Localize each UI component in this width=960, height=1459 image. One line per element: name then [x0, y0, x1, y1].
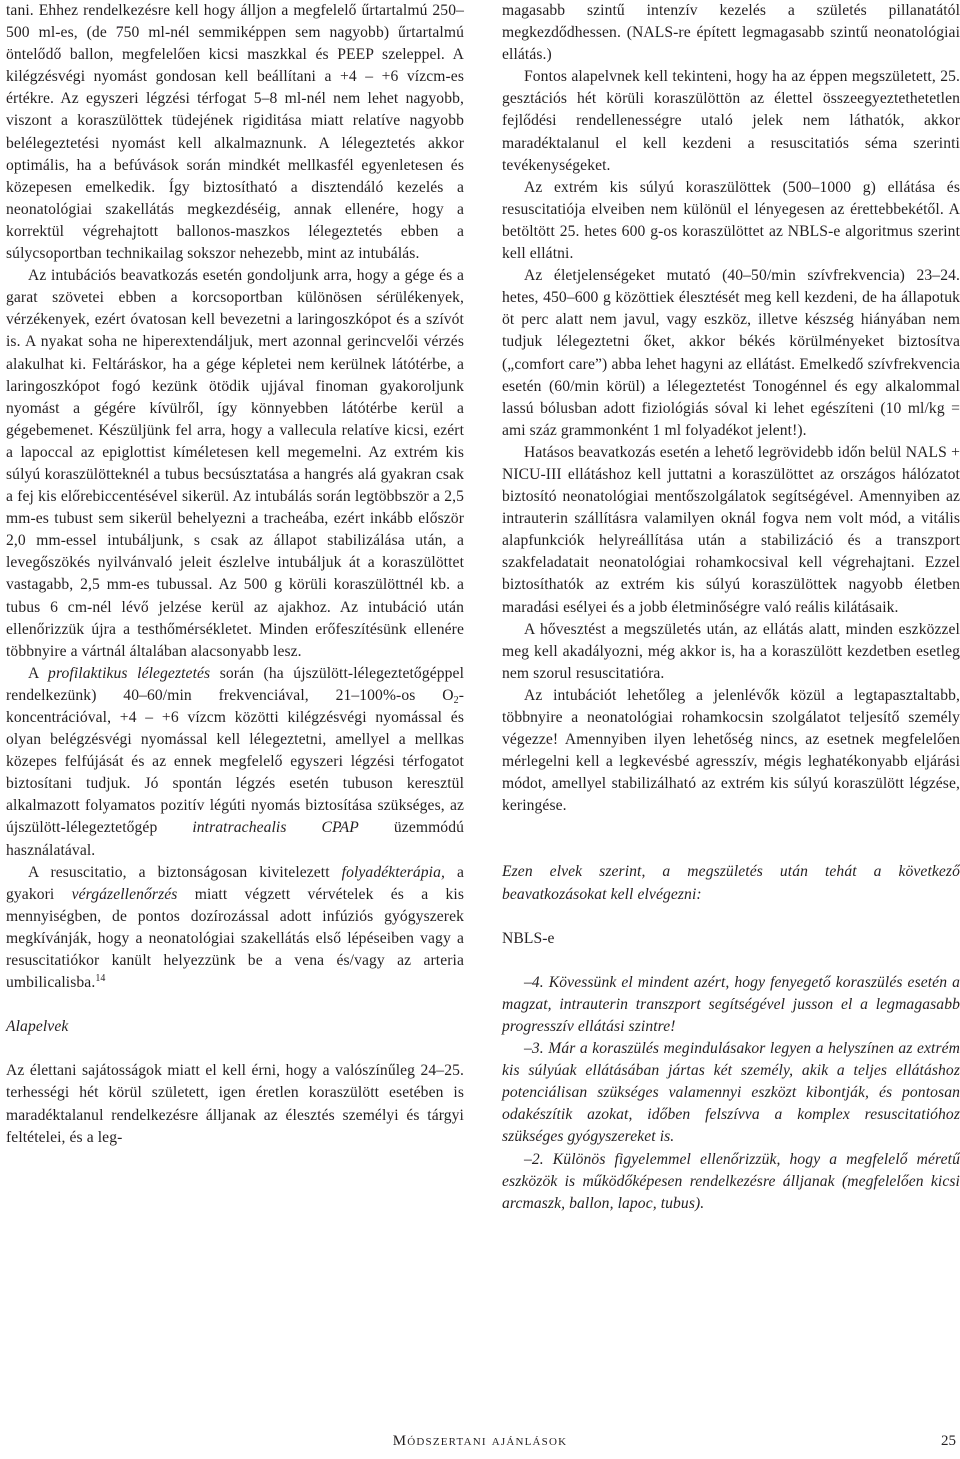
paragraph: Hatásos beavatkozás esetén a lehető legrövidebb időn belül NALS + NICU-III ellátáshoz kell juttatni a koraszülöttet az országos hálózatot biztosító neonatológiai mentőszolgálatok segítségével. Amennyiben az intrauterin szállításra valamilyen oknál fogva nem volt mód, a vitális alapfunkciók helyreállítása után a stabilizáció és a transzport szakfeladatait neonatológiai rohamkocsival kell végrehajtani. Ezzel biztosíthatók az extrém kis súlyú koraszülöttek nagyobb életben maradási esélyei és a jobb életminőségre való reális kilátásaik.: [502, 443, 960, 616]
paragraph: Az extrém kis súlyú koraszülöttek (500–1000 g) ellátása és resuscitatiója elveiben nem különül el lényegesen az érettebbekétől. A betöltött 25. hetes 600 g-os koraszülöttet az NBLS-e algoritmus szerint kell ellátni.: [502, 178, 960, 263]
paragraph: Az intubációt lehetőleg a jelenlévők közül a legtapasztaltabb, többnyire a neonatológiai rohamkocsin szolgálatot teljesítő személy végezze! Amennyiben ilyen lehetőség nincs, az esetnek megfelelően mérlegelni kell a legkevésbé agresszív, mégis leghatékonyabb eljárási módot, amellyel stabilizálható az extrém kis súlyú koraszülött légzése, keringése.: [502, 686, 960, 815]
paragraph: Fontos alapelvnek kell tekinteni, hogy ha az éppen megszületett, 25. gesztációs hét körüli koraszülöttön az élettel összeegyeztethetetlen fejlődési rendellenességre utaló jelek nem láthatók, akkor maradéktalanul el kell kezdeni a resuscitatiós séma szerinti tevékenységeket.: [502, 68, 960, 174]
subheading-nbls: NBLS-e: [502, 929, 555, 947]
citation-reference: 14: [95, 973, 106, 985]
paragraph: A resuscitatio, a biztonságosan kivitelezett folyadékterápia, a gyakori vérgázellenőrzés miatt végzett vérvételek és a kis mennyiségben, de pontos dozírozással adott infúziós gyógyszerek megkívánják, hogy a neonatológiai szakellátás első lépéseiben vagy a resuscitatiókor kanült helyezzünk be a vena és/vagy az arteria umbilicalisba.$^{14}$: [6, 863, 464, 992]
section-heading: Alapelvek: [6, 1018, 69, 1036]
paragraph: Az intubációs beavatkozás esetén gondoljunk arra, hogy a gége és a garat szövetei ebben a korcsoportban különösen sérülékenyek, vérzékenyek, ezért óvatosan kell bevezetni a laringoszkópot és a szívót is. A nyakat soha ne hiperextendáljuk, mert azonnal gerincvelői vérzés alakulhat ki. Feltáráskor, ha a gége képletei nem kerülnek látótérbe, a laringoszkópot fogó kezünk ötödik ujjával finoman gyakoroljunk nyomást a gégére kívülről, így könnyebben látótérbe kerül a gégebemenet. Készüljünk fel arra, hogy a vallecula relatíve kicsi, ezért a lapoccal az epiglottist kíméletesen kell megemelni. Az extrém kis súlyú koraszülötteknél a tubus becsúsztatása a hangrés alá gyakran csak a fej kis előrebiccentésével sikerül. Az intubálás során legtöbbször a 2,5 mm-es tubust sem sikerül behelyezni a tracheába, ezért inkább először 2,0 mm-essel intubáljunk, s csak az állapot stabilizálása után, a levegőszökés nyilvánvaló jeleit észlelve intubáljuk át a koraszülöttet vastagabb, 2,5 mm-es tubussal. Az 500 g körüli koraszülöttnél kb. a tubus 6 cm-nél lévő jelzése kerül az ajakhoz. Az intubáció után ellenőrizzük újra a testhőmérsékletet. Minden erőfeszítésünk ellenére többnyire a vártnál általában alacsonyabb lesz.: [6, 267, 464, 660]
emphasis: folyadékterápia,: [341, 863, 446, 881]
paragraph: A hővesztést a megszületés után, az ellátás alatt, minden eszközzel meg kell akadályozni, még akkor is, ha a koraszülött kezdetben esetleg nem szorul resuscitatióra.: [502, 620, 960, 682]
emphasis: intratrachealis CPAP: [192, 819, 359, 837]
intro-text: Ezen elvek szerint, a megszületés után tehát a következő beavatkozásokat kell elvégezni:: [502, 863, 960, 903]
emphasis: vérgázellenőrzés: [71, 885, 178, 903]
paragraph: tani. Ehhez rendelkezésre kell hogy álljon a megfelelő űrtartalmú 250–500 ml-es, (de 750 ml-nél semmiképpen sem nagyobb) űrtartalmú öntelődő ballon, megfelelően kicsi maszkkal és PEEP szeleppel. A kilégzésvégi nyomást gondosan kell beállítani a +4 – +6 vízcm-es értékre. Az egyszeri légzési térfogat 5–8 ml-nél nem lehet nagyobb, viszont a koraszülöttek tüdejének rigiditása miatt relatíve nagyobb belélegeztetési nyomást kell alkalmaznunk. A lélegeztetés akkor optimális, ha a befúvások során mindkét mellkasfél egyenletesen és közepesen emelkedik. Így biztosítható a disztendáló kezelés a neonatológiai szakellátás megkezdéséig, annak ellenére, hogy a korrektül végrehajtott ballonos-maszkos lélegeztetés ebben a súlycsoportban technikailag sokszor nehezebb, mint az intubálás.: [6, 2, 464, 263]
paragraph: magasabb szintű intenzív kezelés a születés pillanatától megkezdődhessen. (NALS-re épített legmagasabb szintű neonatológiai ellátás.): [502, 2, 960, 64]
step-item: –4. Kövessünk el mindent azért, hogy fenyegető koraszülés esetén a magzat, intrauterin transzport segítségével jusson el a legmagasabb progresszív ellátási szintre!: [502, 973, 960, 1035]
paragraph: Az életjelenségeket mutató (40–50/min szívfrekvencia) 23–24. hetes, 450–600 g közöttiek élesztését meg kell kezdeni, de ha állapotuk öt perc alatt nem javul, vagy eszköz, illetve készség hiányában nem tudjuk lélegeztetni őket, akkor békés körülményeket biztosítva („comfort care”) abba lehet hagyni az ellátást. Emelkedő szívfrekvencia esetén (60/min körül) a lélegeztetést Tonogénnel és egy alkalommal lassú bólusban adott fiziológiás sóval ki lehet egészíteni (10 ml/kg = ami száz grammonként 1 ml folyadékot jelent!).: [502, 267, 960, 439]
footer-label: Módszertani ajánlások: [392, 1433, 568, 1449]
step-item: –3. Már a koraszülés megindulásakor legyen a helyszínen az extrém kis súlyúak ellátásában jártas két személy, akik a teljes ellátáshoz potenciálisan szükséges valamennyi eszközt kibontják, és pontosan odakészítik azokat, időben felszívva a komplex resuscitatióhoz szükséges gyógyszereket is.: [502, 1040, 960, 1146]
step-item: –2. Különös figyelemmel ellenőrizzük, hogy a megfelelő méretű eszközök is működőképesen rendelkezésre álljanak (megfelelően kicsi arcmaszk, ballon, lapoc, tubus).: [502, 1150, 960, 1212]
page-number: 25: [941, 1433, 956, 1449]
paragraph: A profilaktikus lélegeztetés során (ha újszülött-lélegeztetőgéppel rendelkezünk) 40–60/min frekvenciával, 21–100%-os $O_2$-koncentrációval, +4 – +6 vízcm közötti kilégzésvégi nyomással és olyan belégzésvégi nyomással kell lélegeztetni, amellyel a mellkas közepes felfújását és az ennek megfelelő egyszeri légzési térfogatot biztosítani tudjuk. Jó spontán légzés esetén tubuson keresztül alkalmazott folyamatos pozitív légúti nyomás biztosítása szükséges, az újszülött-lélegeztetőgép intratrachealis CPAP üzemmódú használatával.: [6, 664, 464, 859]
right-column: [502, 0, 960, 1215]
paragraph: Az élettani sajátosságok miatt el kell érni, hogy a valószínűleg 24–25. terhességi hét körül született, igen éretlen koraszülött esetében is maradéktalanul rendelkezésre álljanak az élesztés személyi és tárgyi feltételei, és a leg-: [6, 1062, 464, 1146]
left-column: [6, 0, 464, 1149]
emphasis: profilaktikus lélegeztetés: [48, 664, 211, 682]
